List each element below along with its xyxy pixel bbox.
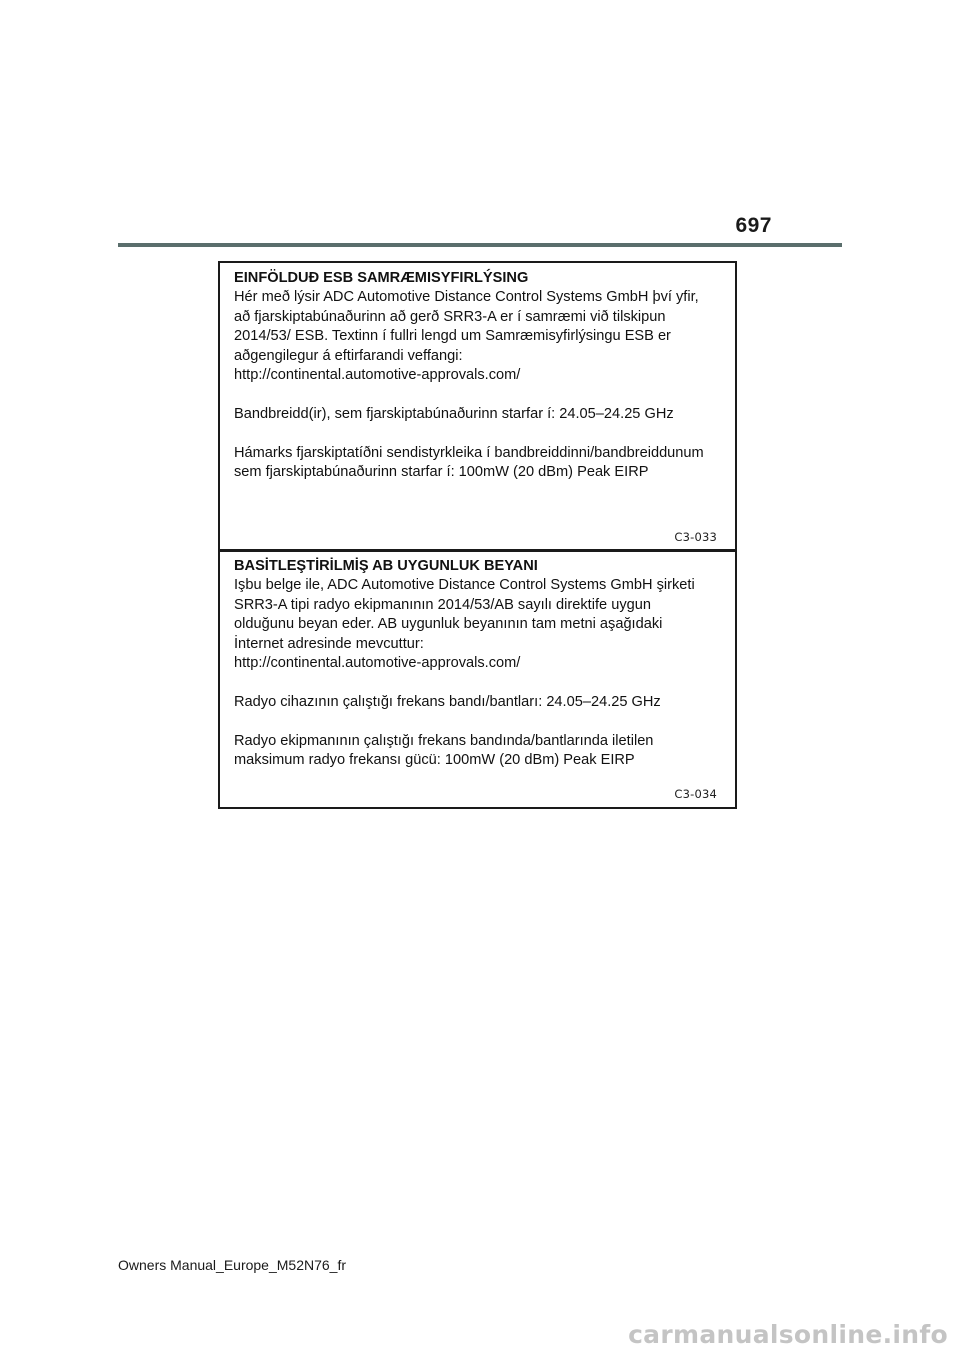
page-number: 697 <box>735 214 772 237</box>
text-line: SRR3-A tipi radyo ekipmanının 2014/53/AB sayılı direktife uygun <box>234 596 651 613</box>
text-line: İnternet adresinde mevcuttur: <box>234 635 424 652</box>
text-line: sem fjarskiptabúnaðurinn starfar í: 100mW (20 dBm) Peak EIRP <box>234 464 649 481</box>
watermark-link[interactable]: carmanualsonline.info <box>628 1320 948 1349</box>
declaration-text <box>234 557 725 770</box>
paragraph-gap <box>234 712 725 731</box>
paragraph-gap <box>234 424 725 443</box>
figure-code: C3-034 <box>674 787 717 801</box>
declaration-box-icelandic <box>218 261 737 552</box>
header-rule <box>118 243 842 247</box>
text-line: olduğunu beyan eder. AB uygunluk beyanının tam metni aşağıdaki <box>234 616 663 633</box>
declaration-text <box>234 269 725 482</box>
text-line: Hér með lýsir ADC Automotive Distance Control Systems GmbH því yfir, <box>234 289 699 306</box>
declaration-box-turkish <box>218 549 737 809</box>
url-line: http://continental.automotive-approvals.com/ <box>234 655 521 672</box>
text-line: Işbu belge ile, ADC Automotive Distance Control Systems GmbH şirketi <box>234 577 695 594</box>
text-line: maksimum radyo frekansı gücü: 100mW (20 dBm) Peak EIRP <box>234 752 635 769</box>
url-line: http://continental.automotive-approvals.com/ <box>234 367 521 384</box>
text-line: Hámarks fjarskiptatíðni sendistyrkleika í bandbreiddinni/bandbreiddunum <box>234 444 704 461</box>
text-line: Bandbreidd(ir), sem fjarskiptabúnaðurinn starfar í: 24.05–24.25 GHz <box>234 405 674 422</box>
text-line: að fjarskiptabúnaðurinn að gerð SRR3-A er í samræmi við tilskipun <box>234 308 666 325</box>
text-line: Radyo ekipmanının çalıştığı frekans bandında/bantlarında iletilen <box>234 732 654 749</box>
text-line: 2014/53/ ESB. Textinn í fullri lengd um Samræmisyfirlýsingu ESB er <box>234 328 671 345</box>
footer-manual-id: Owners Manual_Europe_M52N76_fr <box>118 1257 347 1273</box>
paragraph-gap <box>234 673 725 692</box>
declaration-title: EINFÖLDUÐ ESB SAMRÆMISYFIRLÝSING <box>234 270 529 286</box>
declaration-title: BASİTLEŞTİRİLMİŞ AB UYGUNLUK BEYANI <box>234 558 538 574</box>
figure-code: C3-033 <box>674 530 717 544</box>
text-line: Radyo cihazının çalıştığı frekans bandı/bantları: 24.05–24.25 GHz <box>234 693 661 710</box>
text-line: aðgengilegur á eftirfarandi veffangi: <box>234 347 463 364</box>
paragraph-gap <box>234 385 725 404</box>
